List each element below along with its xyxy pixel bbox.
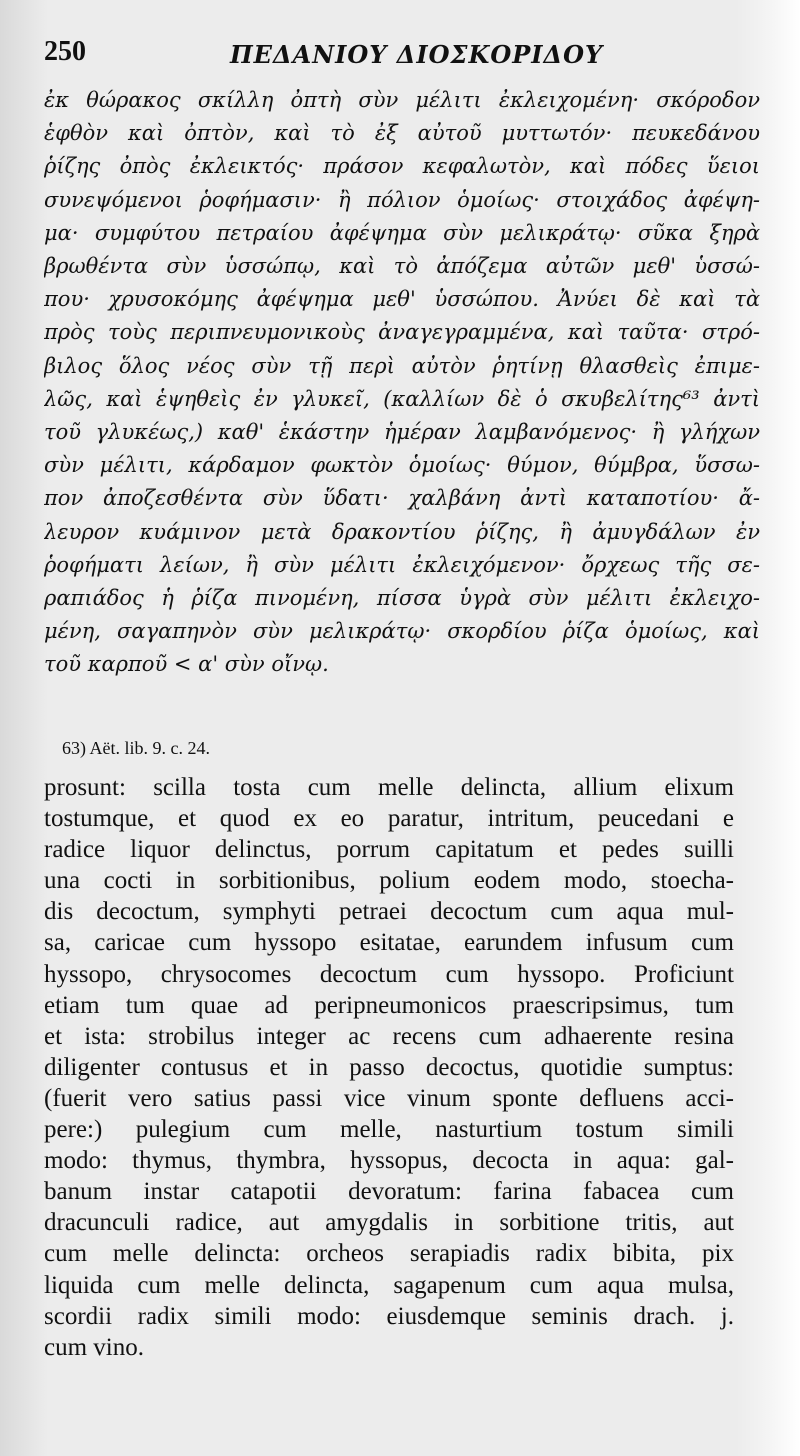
- greek-line: πον ἀποζεσθέντα σὺν ὕδατι· χαλβάνη ἀντὶ καταποτίου· ἄ-: [44, 486, 760, 511]
- greek-line: ῥίζης ὀπὸς ἐκλεικτός· πράσον κεφαλωτὸν, καὶ πόδες ὕειοι: [44, 154, 760, 179]
- latin-line: tostumque, et quod ex eo paratur, intritum, peucedani e: [44, 805, 734, 833]
- latin-line: pere:) pulegium cum melle, nasturtium tostum simili: [44, 1116, 734, 1144]
- greek-line: ἐκ θώρακος σκίλλη ὀπτὴ σὺν μέλιτι ἐκλειχομένη· σκόροδον: [44, 88, 760, 112]
- latin-line: dis decoctum, symphyti petraei decoctum cum aqua mul-: [44, 898, 734, 926]
- latin-text-block: [44, 772, 734, 1363]
- greek-line: βρωθέντα σὺν ὑσσώπῳ, καὶ τὸ ἀπόζεμα αὐτῶν μεθ' ὑσσώ-: [44, 254, 760, 279]
- latin-line: banum instar catapotii devoratum: farina fabacea cum: [44, 1178, 734, 1206]
- latin-line: cum melle delincta: orcheos serapiadis radix bibita, pix: [44, 1240, 734, 1268]
- greek-line: ραπιάδος ἡ ῥίζα πινομένη, πίσσα ὑγρὰ σὺν μέλιτι ἐκλειχο-: [44, 586, 760, 611]
- greek-line: συνεψόμενοι ῥοφήμασιν· ἢ πόλιον ὁμοίως· στοιχάδος ἀφέψη-: [44, 187, 760, 212]
- latin-line: cum vino.: [44, 1333, 144, 1361]
- greek-line: σὺν μέλιτι, κάρδαμον φωκτὸν ὁμοίως· θύμον, θύμβρα, ὕσσω-: [44, 453, 760, 478]
- latin-line: una cocti in sorbitionibus, polium eodem modo, stoecha-: [44, 867, 734, 895]
- greek-line: βιλος ὅλος νέος σὺν τῇ περὶ αὐτὸν ῥητίνῃ θλασθεὶς ἐπιμε-: [44, 353, 760, 378]
- footnote: 63) Aët. lib. 9. c. 24.: [62, 738, 210, 758]
- latin-line: prosunt: scilla tosta cum melle delincta, allium elixum: [44, 774, 734, 801]
- greek-line: ῥοφήματι λείων, ἢ σὺν μέλιτι ἐκλειχόμενον· ὄρχεως τῆς σε-: [44, 552, 760, 577]
- greek-line: που· χρυσοκόμης ἀφέψημα μεθ' ὑσσώπου. Ἀνύει δὲ καὶ τὰ: [44, 287, 760, 312]
- page-header: [44, 36, 760, 76]
- latin-line: modo: thymus, thymbra, hyssopus, decocta in aqua: gal-: [44, 1147, 734, 1175]
- latin-line: diligenter contusus et in passo decoctus, quotidie sumptus:: [44, 1053, 734, 1081]
- greek-line: τοῦ καρποῦ < α' σὺν οἴνῳ.: [44, 652, 329, 677]
- latin-line: sa, caricae cum hyssopo esitatae, earundem infusum cum: [44, 929, 734, 957]
- greek-line: τοῦ γλυκέως,) καθ' ἑκάστην ἡμέραν λαμβανόμενος· ἢ γλήχων: [44, 420, 760, 445]
- latin-line: et ista: strobilus integer ac recens cum adhaerente resina: [44, 1022, 734, 1050]
- greek-line: μένη, σαγαπηνὸν σὺν μελικράτῳ· σκορδίου ῥίζα ὁμοίως, καὶ: [44, 619, 760, 644]
- greek-line: μα· συμφύτου πετραίου ἀφέψημα σὺν μελικράτῳ· σῦκα ξηρὰ: [44, 220, 760, 245]
- latin-line: liquida cum melle delincta, sagapenum cum aqua mulsa,: [44, 1271, 734, 1299]
- latin-line: hyssopo, chrysocomes decoctum cum hyssopo. Proficiunt: [44, 960, 734, 988]
- greek-line: ἑφθὸν καὶ ὀπτὸν, καὶ τὸ ἐξ αὐτοῦ μυττωτόν· πευκεδάνου: [44, 121, 760, 146]
- latin-line: etiam tum quae ad peripneumonicos praescripsimus, tum: [44, 991, 734, 1019]
- latin-line: radice liquor delinctus, porrum capitatum et pedes suilli: [44, 836, 734, 864]
- latin-line: scordii radix simili modo: eiusdemque seminis drach. j.: [44, 1302, 734, 1330]
- greek-line: πρὸς τοὺς περιπνευμονικοὺς ἀναγεγραμμένα, καὶ ταῦτα· στρό-: [44, 320, 760, 345]
- greek-line: λῶς, καὶ ἑψηθεὶς ἐν γλυκεῖ, (καλλίων δὲ ὁ σκυβελίτης⁶³ ἀντὶ: [44, 386, 760, 411]
- greek-text-block: [44, 84, 760, 682]
- page-number: 250: [44, 36, 86, 67]
- greek-line: λευρον κυάμινον μετὰ δρακοντίου ῥίζης, ἢ ἀμυγδάλων ἐν: [44, 519, 760, 544]
- latin-line: dracunculi radice, aut amygdalis in sorbitione tritis, aut: [44, 1209, 734, 1237]
- running-head: ΠΕΔΑΝΙΟΥ ΔΙΟΣΚΟΡΙΔΟΥ: [230, 40, 604, 69]
- latin-line: (fuerit vero satius passi vice vinum sponte defluens acci-: [44, 1084, 734, 1112]
